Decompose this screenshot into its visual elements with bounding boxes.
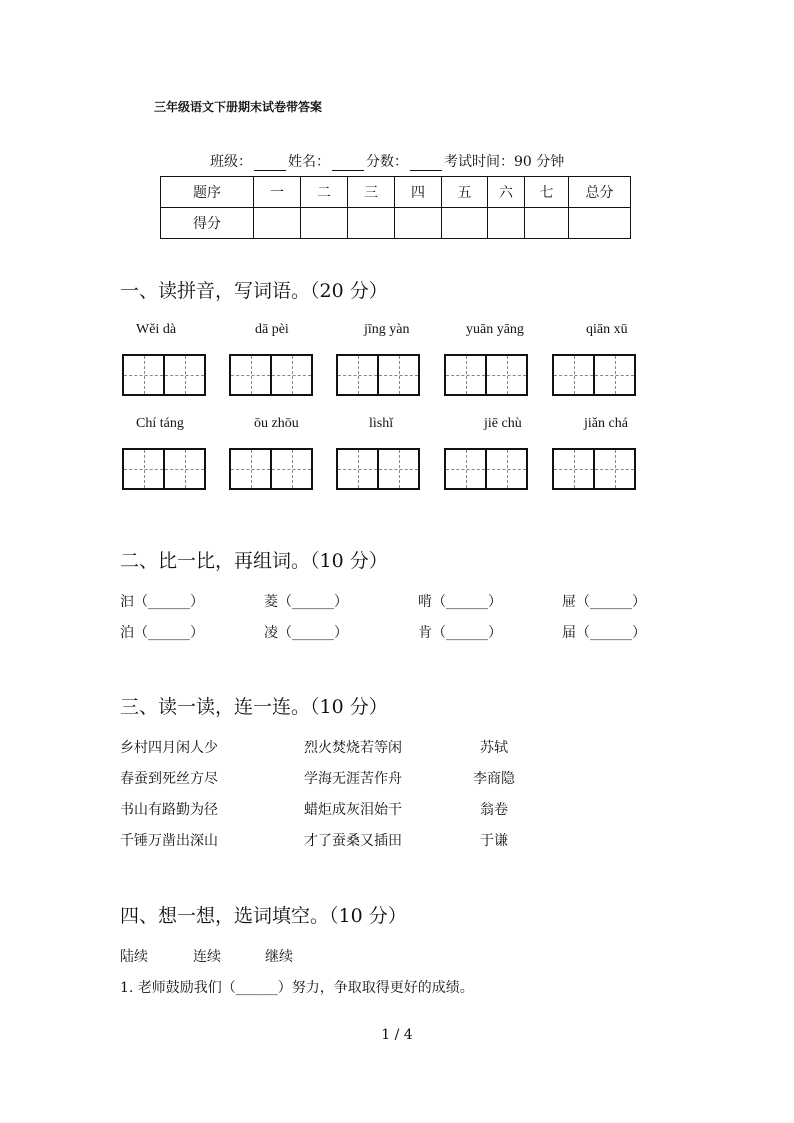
- score-cell[interactable]: [569, 208, 631, 239]
- pinyin-label: dā pèi: [255, 322, 289, 337]
- pinyin-label: Wěi dà: [136, 322, 177, 337]
- poem-line[interactable]: 学海无涯苦作舟: [304, 771, 402, 787]
- writing-grid[interactable]: [122, 354, 206, 396]
- pinyin-label: jiǎn chá: [584, 416, 628, 431]
- question-1: 1. 老师鼓励我们（______）努力，争取取得更好的成绩。: [120, 980, 474, 996]
- word-choice: 连续: [193, 949, 221, 965]
- poet-name[interactable]: 翁卷: [480, 802, 508, 818]
- section2-title: 二、比一比，再组词。（10 分）: [120, 550, 388, 572]
- score-table: [160, 176, 631, 239]
- score-header-cell: 四: [395, 177, 442, 208]
- poem-line[interactable]: 才了蚕桑又插田: [304, 833, 402, 849]
- score-table-score-row: [161, 208, 631, 239]
- writing-grid[interactable]: [336, 448, 420, 490]
- word-choice: 继续: [265, 949, 293, 965]
- pinyin-label: lìshǐ: [369, 416, 394, 431]
- pinyin-label: jiē chù: [484, 416, 522, 431]
- score-header-cell: 三: [348, 177, 395, 208]
- writing-grid[interactable]: [229, 448, 313, 490]
- writing-grid[interactable]: [122, 448, 206, 490]
- compare-item: 肯（______）: [418, 625, 502, 641]
- poet-name[interactable]: 于谦: [480, 833, 508, 849]
- score-header-cell: 题序: [161, 177, 254, 208]
- name-blank: [332, 156, 364, 171]
- class-label: 班级：: [210, 154, 252, 170]
- writing-grid[interactable]: [336, 354, 420, 396]
- section3-title: 三、读一读，连一连。（10 分）: [120, 696, 388, 718]
- writing-grid[interactable]: [552, 448, 636, 490]
- compare-item: 凌（______）: [264, 625, 348, 641]
- writing-grid[interactable]: [444, 354, 528, 396]
- score-cell[interactable]: [395, 208, 442, 239]
- score-cell[interactable]: [525, 208, 569, 239]
- compare-item: 啃（______）: [418, 594, 502, 610]
- pinyin-label: yuān yāng: [466, 322, 524, 337]
- score-header-cell: 二: [301, 177, 348, 208]
- compare-item: 菱（______）: [264, 594, 348, 610]
- score-header-cell: 一: [254, 177, 301, 208]
- score-label: 分数：: [366, 154, 408, 170]
- student-info-line: [210, 151, 564, 171]
- poem-line[interactable]: 书山有路勤为径: [120, 802, 218, 818]
- writing-grid[interactable]: [229, 354, 313, 396]
- writing-grid[interactable]: [552, 354, 636, 396]
- word-choice: 陆续: [120, 949, 148, 965]
- pinyin-label: ōu zhōu: [254, 416, 299, 431]
- time-label: 考试时间：90 分钟: [444, 154, 565, 170]
- compare-item: 泊（______）: [120, 625, 204, 641]
- score-cell[interactable]: [348, 208, 395, 239]
- score-cell[interactable]: [442, 208, 488, 239]
- section1-title: 一、读拼音，写词语。（20 分）: [120, 280, 388, 302]
- poem-line[interactable]: 蜡炬成灰泪始干: [304, 802, 402, 818]
- section4-title: 四、想一想，选词填空。（10 分）: [120, 905, 407, 927]
- poem-line[interactable]: 春蚕到死丝方尽: [120, 771, 218, 787]
- writing-grid[interactable]: [444, 448, 528, 490]
- name-label: 姓名：: [288, 154, 330, 170]
- class-blank: [254, 156, 286, 171]
- score-cell[interactable]: [301, 208, 348, 239]
- score-blank: [410, 156, 442, 171]
- poem-line[interactable]: 烈火焚烧若等闲: [304, 740, 402, 756]
- poem-line[interactable]: 乡村四月闲人少: [120, 740, 218, 756]
- page-number: 1 / 4: [381, 1027, 413, 1043]
- pinyin-label: qiān xū: [586, 322, 628, 337]
- poem-line[interactable]: 千锤万凿出深山: [120, 833, 218, 849]
- document-title: 三年级语文下册期末试卷带答案: [154, 100, 323, 114]
- score-header-cell: 七: [525, 177, 569, 208]
- score-row-label: 得分: [161, 208, 254, 239]
- poet-name[interactable]: 李商隐: [473, 771, 515, 787]
- score-header-cell: 六: [488, 177, 525, 208]
- compare-item: 届（______）: [562, 625, 646, 641]
- compare-item: 汩（______）: [120, 594, 204, 610]
- score-header-cell: 总分: [569, 177, 631, 208]
- score-table-header-row: [161, 177, 631, 208]
- pinyin-label: jīng yàn: [364, 322, 410, 337]
- pinyin-label: Chí táng: [136, 416, 184, 431]
- score-cell[interactable]: [488, 208, 525, 239]
- score-cell[interactable]: [254, 208, 301, 239]
- score-header-cell: 五: [442, 177, 488, 208]
- compare-item: 屉（______）: [562, 594, 646, 610]
- poet-name[interactable]: 苏轼: [480, 740, 508, 756]
